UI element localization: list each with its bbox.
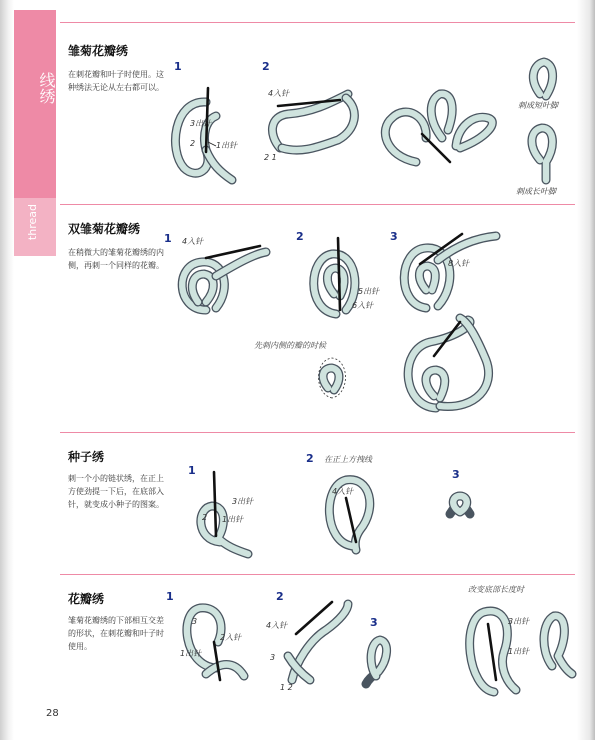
section-title: 双雏菊花瓣绣 bbox=[68, 222, 141, 236]
step-number: 2 bbox=[262, 60, 270, 73]
step-number: 1 bbox=[188, 464, 196, 477]
stitch-illustration bbox=[56, 438, 586, 570]
label-short-foot: 刺成短叶脚 bbox=[518, 101, 558, 110]
section-title: 种子绣 bbox=[68, 450, 105, 464]
label-out3: 3出针 bbox=[190, 119, 212, 128]
section-double-lazy-daisy bbox=[56, 210, 577, 428]
stitch-illustration bbox=[56, 210, 586, 428]
section-title: 雏菊花瓣绣 bbox=[68, 44, 129, 58]
label-out1: 1出针 bbox=[222, 515, 244, 524]
label-3: 3 bbox=[192, 617, 198, 626]
step-number: 2 bbox=[306, 452, 314, 465]
label-3b: 3 bbox=[270, 653, 276, 662]
chapter-subtitle: thread bbox=[26, 204, 39, 241]
step-number: 3 bbox=[370, 616, 378, 629]
note-text: 改变底部长度时 bbox=[468, 585, 524, 594]
chapter-subtab bbox=[14, 198, 56, 256]
label-in4: 4入针 bbox=[268, 89, 290, 98]
section-lazy-daisy bbox=[56, 30, 577, 200]
label-out1: 1出针 bbox=[216, 141, 238, 150]
label-long-foot: 刺成长叶脚 bbox=[516, 187, 556, 196]
section-description: 在稍微大的雏菊花瓣绣的内侧，再刺一个同样的花瓣。 bbox=[68, 248, 164, 270]
section-divider bbox=[60, 22, 575, 23]
label-in4: 4入针 bbox=[182, 237, 204, 246]
label-in4: 4入针 bbox=[266, 621, 288, 630]
section-seed-stitch bbox=[56, 438, 577, 570]
step-number: 3 bbox=[452, 468, 460, 481]
note-text: 在正上方拽线 bbox=[324, 455, 372, 464]
label-21: 2 1 bbox=[264, 153, 277, 162]
label-out1: 1出针 bbox=[180, 649, 202, 658]
label-out1b: 1出针 bbox=[508, 647, 530, 656]
label-in6: 6入针 bbox=[352, 301, 374, 310]
label-2: 2 bbox=[190, 139, 196, 148]
label-out5: 5出针 bbox=[358, 287, 380, 296]
step-number: 1 bbox=[166, 590, 174, 603]
page-gutter bbox=[0, 0, 14, 740]
stitch-illustration bbox=[56, 580, 586, 706]
chapter-title: 线绣 bbox=[37, 72, 56, 104]
section-title: 花瓣绣 bbox=[68, 592, 105, 606]
label-2: 2 bbox=[202, 513, 208, 522]
label-in8: 8入针 bbox=[448, 259, 470, 268]
section-description: 雏菊花瓣绣的下部相互交差的形状，在刺花瓣和叶子时使用。 bbox=[68, 616, 164, 651]
section-divider bbox=[60, 574, 575, 575]
step-number: 1 bbox=[164, 232, 172, 245]
step-number: 1 bbox=[174, 60, 182, 73]
page-number: 28 bbox=[46, 708, 59, 719]
note-text: 先刺内侧的瓣的时候 bbox=[254, 341, 326, 350]
section-divider bbox=[60, 204, 575, 205]
label-12: 1 2 bbox=[280, 683, 293, 692]
section-petal-stitch bbox=[56, 580, 577, 706]
section-description: 刺一个小的链状绣，在正上方使劲提一下后，在底部入针，就变成小种子的图案。 bbox=[68, 474, 164, 509]
step-number: 2 bbox=[296, 230, 304, 243]
label-in4: 4入针 bbox=[332, 487, 354, 496]
label-out3: 3出针 bbox=[232, 497, 254, 506]
step-number: 2 bbox=[276, 590, 284, 603]
section-divider bbox=[60, 432, 575, 433]
stitch-illustration bbox=[56, 30, 586, 200]
section-description: 在刺花瓣和叶子时使用。这种绣法无论从左右都可以。 bbox=[68, 70, 164, 92]
label-out3: 3出针 bbox=[508, 617, 530, 626]
label-in2: 2入针 bbox=[220, 633, 242, 642]
step-number: 3 bbox=[390, 230, 398, 243]
chapter-tab bbox=[14, 10, 56, 256]
